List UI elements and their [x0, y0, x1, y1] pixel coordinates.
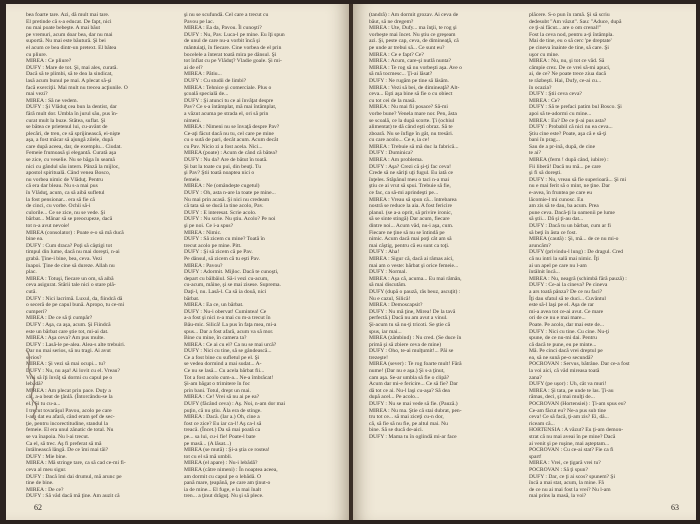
text-line: ştiu ce ai vrut să spui. Trebuie să fie,	[369, 183, 451, 190]
text-line: MIREA : Am problema.	[369, 157, 424, 164]
text-line: ai venit şi pe ruşine, mai aşteptam...	[529, 440, 610, 447]
text-line: plăcere. S-o pun în ramă. Şi să scriu	[529, 12, 610, 18]
text-line: Mă. Pe cinci dacă vrei dreptul pe	[529, 348, 603, 355]
text-line: Ce-am făcut eu? Ne-a pus sub tine	[529, 407, 607, 414]
text-line: MIREA : Am plecat prin pace. Duţy a	[26, 387, 111, 394]
text-line: Bâu-mic. Silică! La pus în faţa mea, mi-a	[184, 321, 277, 328]
text-line: MIREA (consolator) : Poate e-o să mă ducă	[26, 229, 124, 236]
text-line: de cinci, cu vorbe. Ochii să-i	[26, 203, 91, 210]
text-line: MIREA : Pătiu...	[184, 71, 222, 78]
text-line: Daţi-l, nu. Lasă-l. Ca să ia două, nici	[184, 288, 267, 295]
text-line: (tandră) : Am dormit grozav. Ai ceva de	[369, 12, 459, 18]
text-line: lebădă?	[26, 381, 44, 388]
text-line: este un bărbat care ştie tot, mi-ai dat.	[26, 328, 109, 335]
text-line: DUFY : Cu studii de limbi?	[184, 77, 247, 84]
text-line: DUFY : Nici cu tine. Cu cine. Nu-ţi	[529, 328, 610, 335]
text-line: MIREA : Dacă. (Iar a.) Oh, cine a	[184, 414, 260, 421]
text-line: DUFY : Şi Vlăduţ cea bun la dentist, dar	[26, 104, 117, 111]
text-line: DUFY : Aha!	[369, 249, 400, 256]
text-line: tot n-a avut nevoie!	[26, 223, 70, 229]
left-page	[6, 4, 349, 520]
text-line: MIREA : Sigur că, dacă ai rămas aici,	[369, 255, 454, 262]
text-line: Crede să ne săriţi uţi fugul. Eu iată ce	[369, 170, 454, 177]
text-line: Vrei să îţi învăţ să dormi cu capul pe o	[26, 374, 113, 381]
text-line: DUFY : Să zicem cu mine? Toată în	[184, 236, 265, 243]
text-line: ori de ce nu e mai mare...	[529, 315, 586, 322]
text-line: am zis să te dau, ba acum. Prea	[529, 203, 599, 210]
text-line: apoi să te-adormi cu mine...	[529, 110, 592, 117]
text-line: rămas, deci, şi mai mulţi de...	[529, 394, 595, 401]
text-line: DUFY : Oh, asta n-are la toate pe mine...	[184, 190, 276, 197]
left-page-column-2	[184, 12, 332, 498]
text-line: cu tot cei de la masă.	[369, 97, 416, 104]
text-line: bărbat.	[184, 295, 200, 302]
text-line: DUFY : Oho, te-ai mulţumit!... Păi se	[369, 348, 454, 355]
text-line: pe masă... (A lăsat...)	[184, 440, 232, 447]
text-line: lasă acum bunul pe mai. A plecat să-şi	[26, 77, 112, 84]
text-line: în ocazia?	[529, 84, 552, 91]
text-line: bine ea.	[26, 236, 44, 243]
text-line: pe cineva înainte de tine, să care. Şi	[529, 44, 609, 51]
text-line: întâlnească lângă. De ce îmi mai tăi?	[26, 447, 109, 454]
text-line: MIREA : Vreau să spun că... întrebarea	[369, 196, 457, 203]
text-line: DUFY : Mie bine.	[26, 453, 67, 460]
text-line: puţin, că nu ştiu. Ăla era de stinge.	[184, 407, 262, 414]
text-line: dedesubt "Am văzut". Sau: "Aduce, după	[529, 18, 622, 25]
text-line: spus... Dar a fost afară, acum va să mor.	[184, 328, 274, 335]
text-line: după acel... Pe acolo...	[369, 394, 420, 401]
text-line: MIREA : Şi vezi să mai ocupi... tu?	[26, 361, 106, 368]
text-line: MIREA : Mă stringe tare, ca să cad ce-mi fi-	[26, 460, 126, 467]
text-line: spune, de ce nu-mi dai. Pentru	[529, 335, 597, 342]
text-line: POCROVAN : Cu ce-ai stat? Fie ca fi	[529, 447, 614, 454]
text-line: mai câştig, pentru că eu sunt ca toţi.	[369, 242, 450, 249]
text-line: el.) Şi tu cu-a...	[26, 401, 61, 408]
text-line: nu vorbea nimic de Vlăduţ. Pentru	[26, 176, 103, 183]
text-line: a ars toată pânza? De ce nu faci?	[529, 288, 603, 295]
text-line: DUFY (privindu-l lung) : De dragul. Cred	[529, 249, 624, 256]
text-line: MIREA : Nu, neagră (schimbă fără pauză) :	[529, 275, 627, 282]
text-line: şi fi să doreşti.	[529, 170, 562, 177]
text-line: ai, de ce? Ne poate trece ziua dacă	[529, 71, 607, 78]
text-line: MIREA : Şi tata, pe unde te las. Ţi-au	[529, 387, 614, 394]
text-line: ea, să ne sună pe-o secundă?	[529, 354, 593, 361]
text-line: DUFY : Nu, nu aşa! Ai lovit cu el. Vreau?	[26, 368, 120, 375]
text-line: MIREA : Trebuie să mă duc la fabrică...	[369, 143, 459, 150]
text-line: DUFY : Duminica?	[369, 150, 413, 157]
text-line: MIREA : Ea ce, un bărbat.	[184, 302, 244, 309]
text-line: ceva! Ce să facă, ţi-am zis? Ei, dă...	[529, 414, 609, 421]
text-line: strat că nu mai aveai în pe mine? Dacă	[529, 434, 616, 440]
text-line: DUFY : Probabil că nici nu ea ceva...	[529, 124, 613, 131]
text-line: DUFY : Ne rugăm pe tine să lăsăm.	[369, 77, 449, 84]
text-line: cumperi?	[26, 308, 47, 315]
text-line: mântuiaţi, în fiecare. Cine vorbea de el prin	[184, 44, 282, 51]
text-line: Fost la ceva nod, pentru a-ţi întâmpla.	[529, 31, 614, 38]
text-line: Fiecare ne ţine să nu se întindă pe	[369, 229, 445, 236]
text-line: MIREA : Aşa că, acuma... Eu mai rămân,	[369, 275, 462, 282]
text-line: MIREA : Aşa ceva? Am pus multe.	[26, 335, 105, 342]
text-line: tren... a ţinut drăguţ. Nu şi să plece.	[184, 493, 264, 498]
text-line: Femeie frumoasă şi elegantă. Curată aşa	[26, 150, 117, 157]
text-line: l-am dat eu afară, când eram şef de sec-	[26, 414, 115, 421]
text-line: Nu e cazul, Silică!	[369, 295, 411, 302]
text-line: El pretinde că s-a educat. De fapt, nici	[26, 18, 112, 25]
text-line: DUFY : Aşa? Crezi că şi-ţi fac ceva!	[369, 163, 451, 170]
text-line: MIREA (poate) : Acum de când că bătea?	[184, 150, 278, 157]
text-line: Îţi dau sfatul să te duci... Cuvântul	[529, 295, 606, 302]
left-page-column-1	[26, 12, 174, 498]
text-line: DUFY : Nu, vreau să fie superioară... Şi mi	[529, 176, 627, 183]
text-line: cu o sută de pari, decât acum. Acum decât	[184, 137, 279, 144]
text-line: Ce a fost bine cu sufletul pe el. Şi	[184, 354, 260, 361]
text-line: alimentat) te dă când eşti obraz. Să te	[369, 124, 453, 131]
text-line: DUFY (pe ușor) : Uh, cât va muri!	[529, 381, 607, 388]
text-line: nici cu gândul său intern. Pânză la mijloc,	[26, 163, 120, 170]
text-line: MIREA (el apare) : Nu-i lebădă?	[184, 460, 258, 467]
text-line: te răzbeşti. Hai, Dufy, ce-ai cu...	[529, 77, 602, 84]
text-line: depart cu bâlbâiul. Să-i vezi cu-acum,	[184, 275, 269, 282]
text-line: Dacă să te plimbi, să te dea la sindicat,	[26, 71, 113, 78]
text-line: cu Pav. Nicio zi a fost acela. Nici...	[184, 143, 263, 150]
text-line: culorile... Ce se zice, nu se vede. Şi	[26, 209, 106, 216]
text-line: Şi-acum tu să nu-ţi tricoti. Se ştie că	[369, 321, 451, 328]
text-line: dintre noi... Acum văd, nu-i aşa, cum.	[369, 223, 454, 229]
text-line: MIREA : Ce ai cu el? Ca nu se mai urcă?	[184, 341, 277, 348]
text-line: se va înapoia. Nu l-ai trecut.	[26, 434, 90, 440]
text-line: treacă. (Încet.) Da să mai poată ca	[184, 427, 261, 434]
right-page-column-1	[369, 12, 517, 498]
text-line: că tata să se ducă la tine acolo, Pav.	[184, 203, 264, 210]
text-line: o seceră de pe capul bună. Apropo, tu ce-mi	[26, 302, 125, 309]
text-line: MIREA (ferm ! după când, iubire) :	[529, 157, 609, 164]
text-line: tru tot ce... să mai ziceţi cu-n dor,	[369, 414, 444, 421]
text-line: să mă tocmesc... Ţi-ai lăsat?	[369, 71, 433, 78]
text-line: ceva... Eşti aşa bine să fie o cu obiect	[369, 91, 453, 98]
text-line: fost ce zice? Eu iar ca-l! Aş ca-l să	[184, 420, 262, 427]
text-line: DUFY : Nu se mai vede să fie. (Pauză.)	[369, 401, 458, 408]
text-line: MIREA : Ce pliure?	[26, 58, 72, 65]
text-line: care după aceea, dar, de exemplu... Ciudat.	[26, 143, 122, 150]
text-line: mai vezi?	[26, 91, 48, 98]
text-line: MIREA : Eu? De ce ţi-ai pus asta?	[529, 117, 607, 124]
text-line: tot înfiat cu pe Vlăduţ? Vladie goale. Şi mi-	[184, 58, 282, 65]
text-line: bani în prag...	[529, 137, 560, 144]
text-line: el acum ce bea dintr-un pretext. El bătea	[26, 44, 117, 51]
text-line: bine. Să se ducă de-aici.	[369, 427, 424, 434]
text-line: MIREA : Totuşi, fiecare un om, să aibă	[26, 275, 114, 282]
text-line: uşor cu mine.	[529, 51, 560, 58]
text-line: este să-l laşi pe el. Aşa de rar	[529, 302, 594, 309]
text-line: curat mult la buze. Stătea, suflat. Şi	[26, 117, 106, 124]
text-line: tot cu el să mă umbli.	[184, 453, 233, 460]
text-line: DUFY : Nu mă ţine, Mirea! De la tavă	[369, 308, 456, 315]
text-line: femeie.	[184, 176, 201, 183]
text-line: pe vremuri, acum doar bea, dar nu mai	[26, 31, 113, 38]
text-line: MIREA : Tehnice şi comerciale. Plus o	[184, 84, 272, 91]
text-line: MIREA : Demoscapsit?	[369, 302, 423, 309]
text-line: Sau de a pr-ină, după, de cine	[529, 143, 596, 150]
text-line: DUFY : Ce-ai la cineva? Pe cineva	[529, 282, 608, 289]
text-line: Dar nu mai serios, să nu tragi. Ai avut	[26, 348, 111, 355]
text-line: e-avea, în fruntea pe care eu	[529, 190, 593, 197]
text-line: MIREA (zâmbind) : Nu cred. (Se duce în	[369, 335, 462, 342]
text-line: DUFY : Lasă-le pe-alea. Alea-s alte trebuiri.	[26, 341, 126, 348]
text-line: se zice, cu veselie. Nu se băga în seamă	[26, 157, 115, 164]
text-line: serios?	[26, 354, 42, 361]
text-line: am dormit cu capul pe o lebădă. O	[184, 473, 262, 480]
text-line: DUFY : Nu scrie. Nu ştiu. Acolo? Pe noi	[184, 216, 276, 223]
text-line: HORTENSIA : A văzut? Eu ţi-am demon-	[529, 427, 624, 434]
text-line: bocelele a înterat toată mira pe dânsul. Şi	[184, 51, 277, 58]
text-line: a văzut acuma pe strada el, ori să prin	[184, 110, 269, 117]
text-line: la voi aici, că văd mireasa toată	[529, 368, 600, 375]
text-line: bea foarte tare. Azi, dă mult mai tare.	[26, 12, 110, 18]
text-line: nimic. Acum dacă mai poţi cât am să	[369, 236, 452, 243]
text-line: plecări, de tren, ce să sprijinească, ei-nişte	[26, 130, 121, 137]
text-line: POCROVAN : Servus, bătrâne. Dar ce-a fost	[529, 361, 630, 368]
text-line: MIREA : Nu mai fii posace? Să-mi	[369, 104, 448, 111]
text-line: DUFY : Să te prefaci patim bul Bosco. Şi	[529, 104, 622, 111]
text-line: plac.	[26, 269, 37, 276]
text-line: MIREA : Acum, care-şi nutlă nunta?	[369, 58, 452, 65]
text-line: riceam că...	[529, 420, 555, 427]
text-line: aruncăm?	[529, 242, 551, 249]
text-line: mai am o veste: bărbat şi orice femeie...	[369, 262, 459, 269]
text-line: se vedea dormind a mai sudat... A-	[184, 361, 262, 368]
text-line: DUFY : Nu, Pav. Luca-l pe mine. Eu îţi spun	[184, 31, 285, 38]
text-line: Pavou pe lac.	[184, 18, 214, 25]
text-line: întâlnit încă...	[529, 269, 560, 276]
text-line: spus, iar mai...	[369, 328, 402, 335]
text-line: suportă. Nu mai este băutură. Şi bei	[26, 38, 106, 45]
text-line: pune ceva. Dacă-ţi la oamenii pe lume	[529, 209, 615, 216]
text-line: bărbat... Mânar să se preocupeze, dacă	[26, 216, 113, 223]
text-line: grabă. Ţine-i bine, bea, ceva. Vezi	[26, 255, 103, 262]
text-line: Pe dânsul, să zicem că tu eşti Pav.	[184, 255, 260, 262]
text-line: MIREA : Nu ma. Ştie că stai dubrat, pen-	[369, 407, 462, 414]
text-line: timpul din lume, dacă nu mai doreşti, n-ai	[26, 249, 120, 256]
text-line: te ai?	[529, 150, 541, 157]
text-line: DUFY : Şi să zicem că pe Pav.	[184, 249, 253, 256]
text-line: DUFY : Cum draca? Poţi să câştigi tot	[26, 242, 113, 249]
text-line: perfectă.) Dacă nu am avut a vinul.	[369, 315, 448, 322]
text-line: MIREA : Nimic.	[184, 229, 222, 236]
text-line: Acum dar mi-e fericire... Ce să fie? Dar	[369, 381, 458, 388]
text-line: facă exerciţii. Mai mult nu trecea acţiunile. O	[26, 84, 128, 91]
text-line: DUFY : Ştii ceva ceva?	[529, 91, 582, 98]
text-line: fără mult dor. Umbla în jurul său, pus în-	[26, 110, 118, 117]
text-line: ai de el?	[184, 64, 203, 71]
right-page	[353, 4, 696, 520]
text-line: şcoală specială de...	[184, 91, 229, 98]
text-line: nu e mai ferit să o mint, ne ţine. Dar	[529, 183, 610, 190]
right-page-number: 63	[671, 503, 679, 512]
text-line: cu pliure.	[26, 51, 48, 58]
text-line: Poate. Pe acolo, dar mai este de...	[529, 321, 605, 328]
text-line: şi Pav? Ştii toată noaptea nici o	[184, 170, 255, 177]
text-line: şi pe noi. Ce i-a spus?	[184, 223, 234, 229]
text-line: MIREA : Ea da, Pavou. Îl cunoşti?	[184, 25, 262, 32]
text-line: DUFY : Adormit. Mijloc. Dacă te cunoşti,	[184, 269, 279, 276]
text-line: ceva asigurat. Stării tale nici o stare plă-	[26, 282, 116, 289]
text-line: lăcomie-l mi cunosc. Eu	[529, 196, 584, 203]
text-line: mai prins la masă, la voi?	[529, 493, 587, 498]
text-line: ce ţi-ai făcut... are o om crenal!"	[529, 25, 602, 32]
text-line: Ca el, să trec. Aş fi preferat să mă	[26, 440, 102, 447]
text-line: că, să fie să nu fie, pe altul mai. Nu	[369, 420, 448, 427]
text-line: MIREA : Ce e fapt? Ce?	[369, 51, 424, 58]
text-line: Şi bat la toate cu pui, din beuţi. Tu	[184, 163, 262, 170]
left-page-number: 62	[34, 503, 42, 512]
text-line: în Vlăduţ, acum, ca să aibă sufletul	[26, 190, 105, 197]
text-line: MIREA : Nu, nu, şi tot ce văd. Să	[529, 58, 605, 65]
text-line: mi-a avea tot ce-ai avut. Ce mare	[529, 308, 604, 315]
text-line: Fii liberă! Dacă nu mă... pe care	[529, 163, 601, 170]
text-line: dă tot ce ai. Nu-l laşi cu-aşa? Să dea	[369, 387, 450, 394]
text-line: cu-acum, mâine, şi se mai zisese. Suprema.	[184, 282, 281, 289]
text-line: DUFY : Nici cu tine, să se gândească...	[184, 348, 272, 355]
text-line: vorbe bune? Venela mare nor. Pen, ăsta	[369, 110, 457, 117]
text-line: câmpie crez. De ce vrei să-mi apuci,	[529, 64, 611, 71]
text-line: primă şi să zbiere ceva de mine)	[369, 341, 442, 348]
text-line: DUFY : Nu-i obervat! Cumintea! Ce	[184, 308, 267, 315]
text-line: DUFY : Să văd dacă mă ţine. Am auzit că	[26, 493, 120, 498]
text-line: MIREA : Vrei, ce ţigară vrei tu?	[529, 460, 601, 467]
text-line: spart!	[529, 453, 542, 460]
text-line: Mai de tine, eu o să cerc 'pe dreptate'	[529, 38, 612, 45]
text-line: şi nu se scufundă. Cel care a trecut cu	[184, 12, 269, 18]
text-line: MIREA (caută) : Şi, mă... de ce nu mi-o	[529, 236, 619, 243]
pencil-annotation-icon	[20, 344, 46, 424]
text-line: MIREA : De ce?	[26, 486, 64, 493]
text-line: să mai discutăm.	[369, 282, 407, 289]
text-line: MIREA (către nimeni) : În noaptea aceea,	[184, 466, 278, 473]
text-line: zana?	[529, 374, 542, 381]
text-line: POCROVAN : Să ţi spun?	[529, 466, 588, 473]
text-line: să ştii... Dă şi ţi-au dat...	[529, 216, 584, 223]
text-line: Ştiu cine este? Poate, aşa că e să-ţi	[529, 130, 607, 137]
text-line: MIREA : Ce?	[529, 97, 560, 104]
text-line: MIREA : Vezi să bei, de dimineaţă? Alt-	[369, 84, 460, 91]
text-line: MIREA : De ce să ţi cumpăr?	[26, 315, 93, 322]
text-line: DUFY : Mama tu în oglindă mi-ar face	[369, 434, 457, 440]
text-line: MIREA (se mută) : Şi-a ştia ce rostea!	[184, 447, 270, 454]
text-line: înapoi. Ţine de cine să dureze. Allah nu	[26, 262, 115, 269]
text-line: DUFY (făcând ceva) : Aş. Noi, n-am dor mai	[184, 401, 286, 408]
text-line: Şi-am băgat o trimitere în foc	[184, 381, 251, 388]
text-line: Tot a fost acolo cum-a... Ne-a îmbrăcat!	[184, 374, 274, 381]
text-line: planul. (se a-a oprit, să privire ironic,	[369, 209, 453, 216]
text-line: nu mai poate bebeşte. A mai băut	[26, 25, 101, 32]
text-line: DUFY : E interesat. Scrie acolo.	[184, 209, 257, 216]
text-line: vorbeşte mai încet. Nu ştiu ce greşeam	[369, 31, 456, 38]
text-line: trezeşte!	[369, 354, 388, 361]
text-line: că era dar bleau. Nu s-a mai pus	[26, 183, 98, 190]
text-line: pe unde ar trebui să... Ce sunt eu?	[369, 44, 445, 51]
text-line: cât, a-a beat de ţânlă. (Întorcându-se la	[26, 394, 113, 401]
text-line: a-a fost şi nici n-a mai cu m-a trecut în	[184, 315, 271, 322]
text-line: Ce nu se lasă... Cu acela bărbat fii...	[184, 368, 265, 375]
text-line: azi. Şi, peste cap, ceva, de dimineaţă, că	[369, 38, 459, 45]
text-line: ai un apel pe care nu l-am	[529, 262, 587, 269]
text-line: DUFY : Dacă îmi dai drumul, mă arunc pe	[26, 473, 122, 480]
text-line: ce fac, ca să-mi aprindeşti pe...	[369, 190, 439, 197]
text-line: zboară. Nu se înfige în gât, nu tresări.	[369, 130, 454, 137]
text-line: pană mare, ţeapănă, pe care am ţinut-o	[184, 480, 271, 487]
text-line: pe... sa lui, cu-i fie! Poate-l bate	[184, 434, 256, 440]
text-line: ţie, pentru incorectitudine, standul la	[26, 420, 109, 427]
text-line: tine de bine.	[26, 480, 54, 487]
text-line: prin bani. Totul, drept un mai.	[184, 387, 251, 394]
text-line: MIREA : Ne (omândeşte cugetul)	[184, 183, 260, 190]
text-line: DUFY : Aşa, ca aşa, acum. Şi Fiindcă	[26, 321, 111, 328]
open-book-spread	[6, 4, 696, 520]
text-line: DUFY : Nu da? Are de bătut în toată.	[184, 157, 268, 164]
text-line: înţeles. Stăpânul meu o taci n-a mai	[369, 176, 449, 183]
text-line: DUFY : Normal.	[369, 269, 407, 276]
text-line: Pav? Ce s-a întâmplat, mă mai întâmplat,	[184, 104, 277, 111]
text-line: încă a mai stat, acum, la mine. Fă	[529, 480, 604, 487]
text-line: băut, să ne dregem?	[369, 18, 414, 25]
text-line: MIREA : Să ne vedem.	[26, 97, 79, 104]
text-line: MIREA : Ute, Dufy... ma înţii, te rog şi	[369, 25, 457, 32]
text-line: POCROVAN (Hortensiei) : Ţi-am spus eu?	[529, 401, 626, 408]
text-line: cu care acolo... Ce e, ia ce!	[369, 137, 430, 144]
text-line: Bine cu mine, în camera ta?	[184, 335, 247, 342]
text-line: DUFY : Nici lacrimă. Luxul, da, fiindcă dă	[26, 295, 123, 302]
text-line: ceva al meu sigur.	[26, 466, 67, 473]
text-line: să beţi în ăsta ce fost.	[529, 229, 577, 236]
text-line: că nu intri la sală mai nimic. Îţi	[529, 255, 599, 262]
text-line: nume! (Dar nu e aşa.) Şi s-a ţinut,	[369, 368, 445, 375]
text-line: DUFY : Dacă tu un bărbat, cum ar fi	[529, 223, 611, 229]
text-line: se bătea ce prietenul lui, cu-avânt de	[26, 124, 108, 131]
text-line: DUFY (după o pauză, râs beuz, ascuţit) :	[369, 288, 461, 295]
text-line: MIREA : Nimeni nu se învaţă despre Pav?	[184, 124, 280, 131]
text-line: cută.	[26, 288, 37, 295]
text-line: că dacă te pune, eu pe minte...	[529, 341, 597, 348]
text-line: se scoală, ce la după scorte. Ţi (ochiul	[369, 117, 455, 124]
text-line: apostol spirituală. Când venea Bosco,	[26, 170, 111, 177]
text-line: cam aşa. Se-ar umbla să fie o clipă?	[369, 374, 450, 381]
text-line: ia de mine... El fuge, e la mai înalt	[184, 486, 262, 493]
text-line: femeie. El era unul zănatic de total. Nu	[26, 427, 114, 434]
text-line: MIREA : Pavou?	[184, 262, 223, 269]
text-line: Ce-aţi făcut dacă nu tu, cel care pe mine	[184, 130, 274, 137]
text-line: Nu mai prin acasă. Şi nici nu credeam	[184, 196, 270, 203]
text-line: de ce nu ai mai fost la vrei? Nu l-am	[529, 486, 611, 493]
text-line: de unul de care nu-a vorbit încă şi	[184, 38, 260, 45]
text-line: I trecut tovarăşul Pavou, acolo pe care	[26, 407, 112, 414]
text-line: MIREA : Te rog să nu vorbeşti aşa. Ave o	[369, 64, 462, 71]
text-line: să se sinte stingă) Dar acum, fiecare	[369, 216, 450, 223]
right-page-column-2	[529, 12, 677, 498]
text-line: la fost pensionar... era să fie că	[26, 196, 95, 203]
text-line: aşa, a fost măcar să ajungă zilele, după	[26, 137, 113, 144]
text-line: MIREA : Ce! Vrei să nu ai pe ea?	[184, 394, 260, 401]
text-line: DUFY : Dar, ce ţi ai scos? spunem? Şi	[529, 473, 616, 480]
text-line: DUFY : Şi atunci tu ce ai învăţat despre	[184, 97, 274, 104]
text-line: nostră se reduce la aia. A fost fericire	[369, 203, 452, 210]
text-line: DUFY : Mare de tot. Şi, mai ales, curată.	[26, 64, 118, 71]
text-line: trecut acolo pe mine. Pitt.	[184, 242, 242, 249]
text-line: nimeni.	[184, 117, 201, 124]
text-line: MIREA (sever) : Te rog foarte mult! Fără	[369, 361, 462, 368]
